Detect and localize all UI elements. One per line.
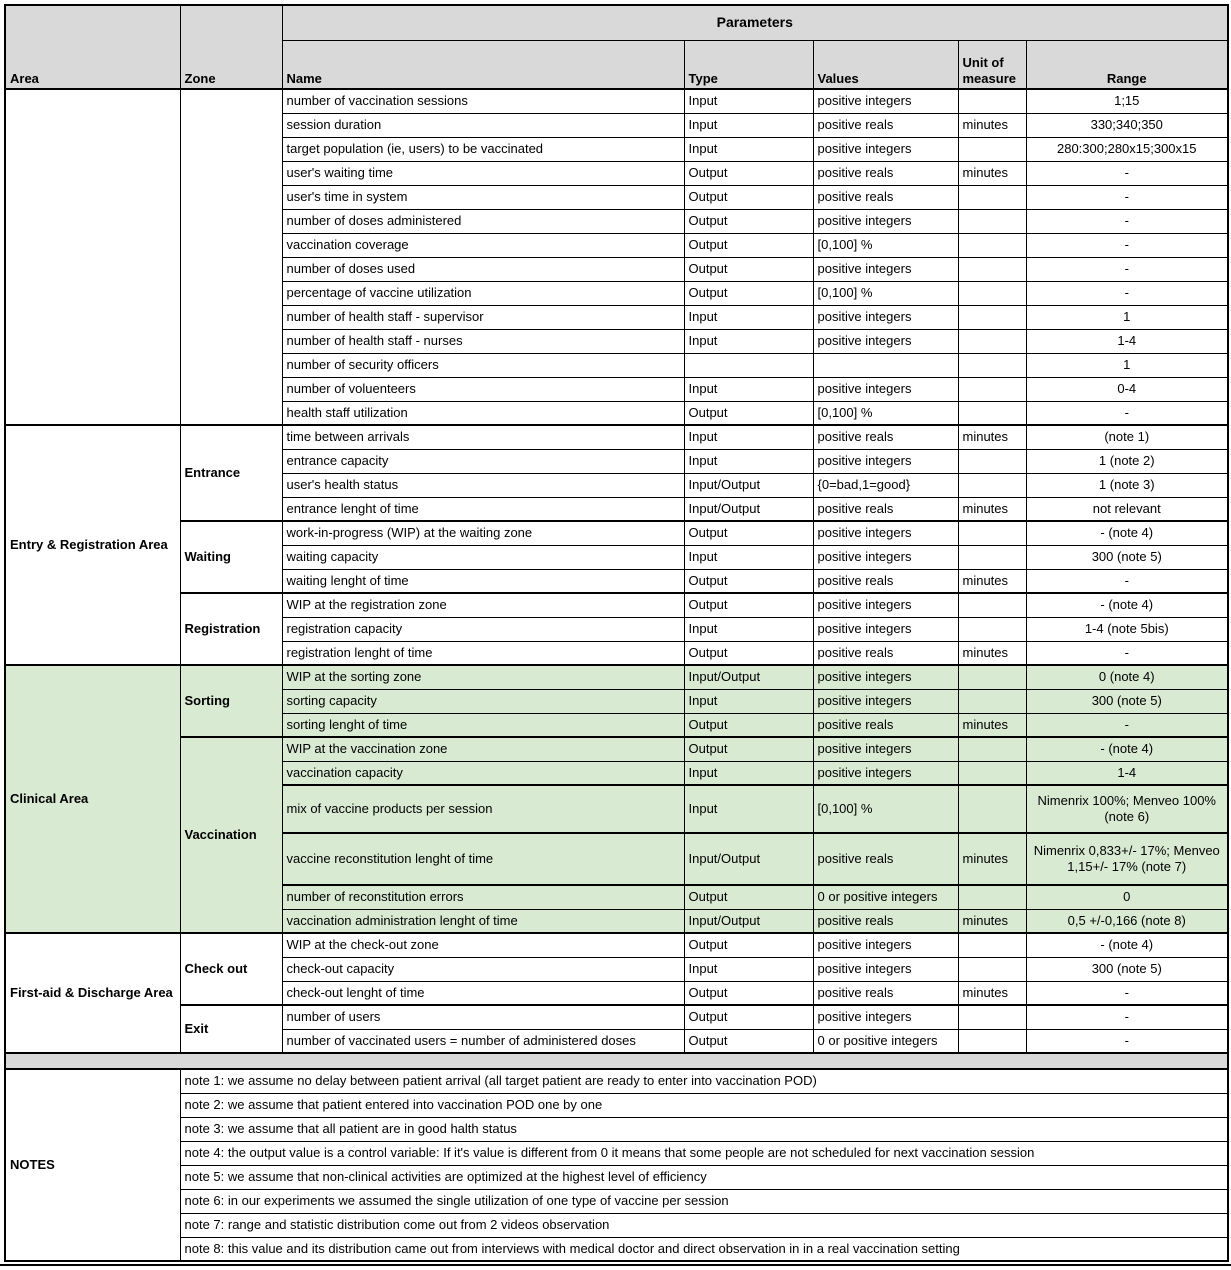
note-text-cell: note 7: range and statistic distribution come out from 2 videos observation	[180, 1213, 1228, 1237]
param-range-cell: -	[1026, 1005, 1228, 1029]
param-values-cell: [0,100] %	[813, 785, 958, 833]
param-values-cell: positive integers	[813, 209, 958, 233]
param-unit-cell	[958, 281, 1026, 305]
param-name-cell: work-in-progress (WIP) at the waiting zone	[282, 521, 684, 545]
table-row	[5, 737, 1228, 761]
param-unit-cell	[958, 473, 1026, 497]
param-type-cell: Output	[684, 933, 813, 957]
table-row	[5, 933, 1228, 957]
param-type-cell: Output	[684, 737, 813, 761]
param-name-cell: waiting lenght of time	[282, 569, 684, 593]
param-unit-cell	[958, 137, 1026, 161]
param-values-cell: positive reals	[813, 497, 958, 521]
param-values-cell: positive integers	[813, 1005, 958, 1029]
param-range-cell: 1	[1026, 353, 1228, 377]
table-row	[5, 665, 1228, 689]
param-range-cell: 1 (note 3)	[1026, 473, 1228, 497]
note-text-cell: note 3: we assume that all patient are in good halth status	[180, 1117, 1228, 1141]
param-unit-cell	[958, 305, 1026, 329]
param-range-cell: - (note 4)	[1026, 521, 1228, 545]
param-unit-cell	[958, 885, 1026, 909]
param-name-cell: check-out lenght of time	[282, 981, 684, 1005]
param-values-cell: positive integers	[813, 617, 958, 641]
param-unit-cell	[958, 377, 1026, 401]
param-values-cell: positive reals	[813, 981, 958, 1005]
zone-cell: Vaccination	[180, 737, 282, 933]
note-text-cell: note 8: this value and its distribution came out from interviews with medical doctor and direct observation in in a real vaccination setting	[180, 1237, 1228, 1261]
header-values: Values	[813, 40, 958, 89]
param-name-cell: sorting capacity	[282, 689, 684, 713]
param-type-cell: Input/Output	[684, 833, 813, 885]
param-unit-cell: minutes	[958, 641, 1026, 665]
param-range-cell: -	[1026, 401, 1228, 425]
note-text-cell: note 5: we assume that non-clinical activities are optimized at the highest level of efficiency	[180, 1165, 1228, 1189]
param-unit-cell: minutes	[958, 981, 1026, 1005]
param-values-cell: positive integers	[813, 545, 958, 569]
param-type-cell: Input	[684, 761, 813, 785]
note-row	[5, 1093, 1228, 1117]
header-area: Area	[5, 5, 180, 89]
param-range-cell: Nimenrix 100%; Menveo 100% (note 6)	[1026, 785, 1228, 833]
param-values-cell: positive reals	[813, 713, 958, 737]
table-header	[5, 5, 1228, 89]
param-range-cell: -	[1026, 161, 1228, 185]
param-type-cell: Input/Output	[684, 473, 813, 497]
param-values-cell: positive reals	[813, 641, 958, 665]
bottom-border-line	[0, 1264, 1231, 1266]
param-values-cell: [0,100] %	[813, 281, 958, 305]
param-name-cell: mix of vaccine products per session	[282, 785, 684, 833]
param-type-cell: Output	[684, 885, 813, 909]
param-unit-cell	[958, 1029, 1026, 1053]
separator-row	[5, 1053, 1228, 1069]
param-unit-cell	[958, 689, 1026, 713]
param-unit-cell	[958, 521, 1026, 545]
param-name-cell: WIP at the check-out zone	[282, 933, 684, 957]
param-name-cell: number of reconstitution errors	[282, 885, 684, 909]
param-range-cell: -	[1026, 641, 1228, 665]
param-values-cell: 0 or positive integers	[813, 885, 958, 909]
header-unit-of-measure: Unit of measure	[958, 40, 1026, 89]
param-name-cell: sorting lenght of time	[282, 713, 684, 737]
param-name-cell: target population (ie, users) to be vaccinated	[282, 137, 684, 161]
param-type-cell: Output	[684, 233, 813, 257]
param-values-cell: positive integers	[813, 689, 958, 713]
header-zone: Zone	[180, 5, 282, 89]
param-range-cell: -	[1026, 569, 1228, 593]
param-range-cell: 1-4 (note 5bis)	[1026, 617, 1228, 641]
param-unit-cell: minutes	[958, 425, 1026, 449]
param-values-cell: {0=bad,1=good}	[813, 473, 958, 497]
param-range-cell: 300 (note 5)	[1026, 957, 1228, 981]
param-unit-cell	[958, 185, 1026, 209]
param-name-cell: user's health status	[282, 473, 684, 497]
param-unit-cell	[958, 89, 1026, 113]
param-type-cell: Input	[684, 689, 813, 713]
table-row	[5, 1005, 1228, 1029]
param-unit-cell: minutes	[958, 161, 1026, 185]
param-name-cell: waiting capacity	[282, 545, 684, 569]
param-type-cell: Output	[684, 593, 813, 617]
param-values-cell: positive reals	[813, 161, 958, 185]
param-name-cell: number of health staff - supervisor	[282, 305, 684, 329]
param-values-cell: positive integers	[813, 737, 958, 761]
param-name-cell: user's time in system	[282, 185, 684, 209]
param-range-cell: -	[1026, 257, 1228, 281]
param-unit-cell: minutes	[958, 833, 1026, 885]
param-type-cell: Output	[684, 713, 813, 737]
param-unit-cell	[958, 449, 1026, 473]
param-range-cell: 0	[1026, 885, 1228, 909]
param-range-cell: Nimenrix 0,833+/- 17%; Menveo 1,15+/- 17% (note 7)	[1026, 833, 1228, 885]
param-values-cell: positive integers	[813, 665, 958, 689]
note-row	[5, 1165, 1228, 1189]
param-values-cell: positive integers	[813, 257, 958, 281]
param-name-cell: WIP at the registration zone	[282, 593, 684, 617]
separator-cell	[5, 1053, 1228, 1069]
param-range-cell: - (note 4)	[1026, 593, 1228, 617]
param-unit-cell	[958, 933, 1026, 957]
param-values-cell: positive reals	[813, 425, 958, 449]
param-unit-cell	[958, 737, 1026, 761]
param-unit-cell: minutes	[958, 569, 1026, 593]
param-type-cell: Input	[684, 449, 813, 473]
param-type-cell: Output	[684, 209, 813, 233]
param-name-cell: number of users	[282, 1005, 684, 1029]
param-name-cell: registration lenght of time	[282, 641, 684, 665]
param-type-cell: Input	[684, 545, 813, 569]
param-type-cell: Output	[684, 521, 813, 545]
param-type-cell: Output	[684, 401, 813, 425]
param-type-cell: Input	[684, 785, 813, 833]
param-range-cell: 1-4	[1026, 761, 1228, 785]
param-unit-cell	[958, 209, 1026, 233]
param-name-cell: number of vaccinated users = number of administered doses	[282, 1029, 684, 1053]
param-name-cell: number of health staff - nurses	[282, 329, 684, 353]
param-range-cell: 330;340;350	[1026, 113, 1228, 137]
param-type-cell: Input	[684, 425, 813, 449]
zone-cell	[180, 89, 282, 425]
param-type-cell: Output	[684, 257, 813, 281]
param-name-cell: WIP at the vaccination zone	[282, 737, 684, 761]
param-unit-cell	[958, 957, 1026, 981]
param-values-cell: positive integers	[813, 305, 958, 329]
param-range-cell: -	[1026, 281, 1228, 305]
zone-cell: Sorting	[180, 665, 282, 737]
parameters-header-row	[5, 5, 1228, 40]
param-name-cell: percentage of vaccine utilization	[282, 281, 684, 305]
param-values-cell: positive integers	[813, 957, 958, 981]
param-unit-cell	[958, 665, 1026, 689]
param-name-cell: entrance lenght of time	[282, 497, 684, 521]
param-unit-cell	[958, 593, 1026, 617]
param-type-cell: Output	[684, 1029, 813, 1053]
param-values-cell: positive reals	[813, 185, 958, 209]
param-values-cell: [0,100] %	[813, 401, 958, 425]
note-row	[5, 1141, 1228, 1165]
table-row	[5, 521, 1228, 545]
param-unit-cell	[958, 401, 1026, 425]
param-unit-cell	[958, 329, 1026, 353]
param-type-cell: Input	[684, 617, 813, 641]
param-name-cell: session duration	[282, 113, 684, 137]
param-values-cell: positive integers	[813, 89, 958, 113]
area-cell: Entry & Registration Area	[5, 425, 180, 665]
param-range-cell: -	[1026, 981, 1228, 1005]
param-range-cell: - (note 4)	[1026, 737, 1228, 761]
table-row	[5, 89, 1228, 113]
param-type-cell: Output	[684, 641, 813, 665]
param-unit-cell	[958, 785, 1026, 833]
param-name-cell: time between arrivals	[282, 425, 684, 449]
param-range-cell: 300 (note 5)	[1026, 689, 1228, 713]
param-range-cell: not relevant	[1026, 497, 1228, 521]
param-range-cell: 1	[1026, 305, 1228, 329]
param-type-cell: Output	[684, 1005, 813, 1029]
param-unit-cell: minutes	[958, 113, 1026, 137]
param-name-cell: check-out capacity	[282, 957, 684, 981]
param-name-cell: user's waiting time	[282, 161, 684, 185]
param-type-cell: Input	[684, 329, 813, 353]
param-type-cell: Input	[684, 377, 813, 401]
param-range-cell: 1-4	[1026, 329, 1228, 353]
param-values-cell: positive reals	[813, 113, 958, 137]
param-type-cell: Input	[684, 137, 813, 161]
param-name-cell: vaccination capacity	[282, 761, 684, 785]
param-name-cell: number of voluenteers	[282, 377, 684, 401]
param-type-cell: Output	[684, 161, 813, 185]
note-text-cell: note 1: we assume no delay between patient arrival (all target patient are ready to enter into vaccination POD)	[180, 1069, 1228, 1093]
param-type-cell: Output	[684, 981, 813, 1005]
param-values-cell: positive reals	[813, 833, 958, 885]
param-values-cell: positive integers	[813, 377, 958, 401]
param-values-cell: positive integers	[813, 593, 958, 617]
param-type-cell: Input/Output	[684, 665, 813, 689]
zone-cell: Check out	[180, 933, 282, 1005]
param-type-cell: Input	[684, 113, 813, 137]
zone-cell: Exit	[180, 1005, 282, 1053]
note-row	[5, 1117, 1228, 1141]
param-name-cell: vaccine reconstitution lenght of time	[282, 833, 684, 885]
param-unit-cell	[958, 233, 1026, 257]
param-values-cell: positive reals	[813, 569, 958, 593]
header-type: Type	[684, 40, 813, 89]
param-range-cell: -	[1026, 1029, 1228, 1053]
param-range-cell: 1 (note 2)	[1026, 449, 1228, 473]
param-values-cell: positive integers	[813, 933, 958, 957]
param-unit-cell	[958, 617, 1026, 641]
param-name-cell: WIP at the sorting zone	[282, 665, 684, 689]
param-unit-cell	[958, 257, 1026, 281]
param-type-cell: Output	[684, 185, 813, 209]
param-range-cell: 0-4	[1026, 377, 1228, 401]
note-row	[5, 1069, 1228, 1093]
param-name-cell: vaccination administration lenght of time	[282, 909, 684, 933]
param-range-cell: -	[1026, 209, 1228, 233]
param-name-cell: number of vaccination sessions	[282, 89, 684, 113]
param-name-cell: registration capacity	[282, 617, 684, 641]
param-type-cell: Input	[684, 89, 813, 113]
parameters-table	[4, 4, 1229, 1262]
param-type-cell	[684, 353, 813, 377]
zone-cell: Waiting	[180, 521, 282, 593]
param-type-cell: Input/Output	[684, 909, 813, 933]
param-values-cell	[813, 353, 958, 377]
param-values-cell: positive integers	[813, 449, 958, 473]
param-range-cell: 0 (note 4)	[1026, 665, 1228, 689]
param-type-cell: Output	[684, 569, 813, 593]
param-range-cell: - (note 4)	[1026, 933, 1228, 957]
zone-cell: Registration	[180, 593, 282, 665]
param-values-cell: positive integers	[813, 329, 958, 353]
note-text-cell: note 6: in our experiments we assumed the single utilization of one type of vaccine per session	[180, 1189, 1228, 1213]
param-range-cell: 280:300;280x15;300x15	[1026, 137, 1228, 161]
param-values-cell: 0 or positive integers	[813, 1029, 958, 1053]
param-values-cell: positive reals	[813, 909, 958, 933]
param-range-cell: 300 (note 5)	[1026, 545, 1228, 569]
param-values-cell: positive integers	[813, 521, 958, 545]
area-cell: Clinical Area	[5, 665, 180, 933]
param-unit-cell	[958, 1005, 1026, 1029]
param-unit-cell	[958, 353, 1026, 377]
note-text-cell: note 4: the output value is a control variable: If it's value is different from 0 it means that some people are not scheduled for next vaccination session	[180, 1141, 1228, 1165]
header-name: Name	[282, 40, 684, 89]
param-name-cell: entrance capacity	[282, 449, 684, 473]
note-row	[5, 1237, 1228, 1261]
header-range: Range	[1026, 40, 1228, 89]
zone-cell: Entrance	[180, 425, 282, 521]
param-name-cell: number of doses administered	[282, 209, 684, 233]
param-name-cell: number of security officers	[282, 353, 684, 377]
notes-label-cell: NOTES	[5, 1069, 180, 1261]
param-range-cell: -	[1026, 233, 1228, 257]
param-type-cell: Input	[684, 957, 813, 981]
param-unit-cell: minutes	[958, 713, 1026, 737]
table-row	[5, 593, 1228, 617]
table-row	[5, 425, 1228, 449]
header-parameters: Parameters	[282, 5, 1228, 40]
param-unit-cell	[958, 545, 1026, 569]
table-body	[5, 89, 1228, 1261]
param-range-cell: 0,5 +/-0,166 (note 8)	[1026, 909, 1228, 933]
param-name-cell: health staff utilization	[282, 401, 684, 425]
param-type-cell: Output	[684, 281, 813, 305]
param-range-cell: -	[1026, 185, 1228, 209]
param-type-cell: Input	[684, 305, 813, 329]
note-row	[5, 1213, 1228, 1237]
param-values-cell: [0,100] %	[813, 233, 958, 257]
param-values-cell: positive integers	[813, 137, 958, 161]
param-name-cell: number of doses used	[282, 257, 684, 281]
param-range-cell: -	[1026, 713, 1228, 737]
param-unit-cell: minutes	[958, 497, 1026, 521]
param-values-cell: positive integers	[813, 761, 958, 785]
area-cell: First-aid & Discharge Area	[5, 933, 180, 1053]
note-text-cell: note 2: we assume that patient entered into vaccination POD one by one	[180, 1093, 1228, 1117]
param-unit-cell	[958, 761, 1026, 785]
param-name-cell: vaccination coverage	[282, 233, 684, 257]
param-unit-cell: minutes	[958, 909, 1026, 933]
param-type-cell: Input/Output	[684, 497, 813, 521]
area-cell	[5, 89, 180, 425]
param-range-cell: (note 1)	[1026, 425, 1228, 449]
param-range-cell: 1;15	[1026, 89, 1228, 113]
note-row	[5, 1189, 1228, 1213]
